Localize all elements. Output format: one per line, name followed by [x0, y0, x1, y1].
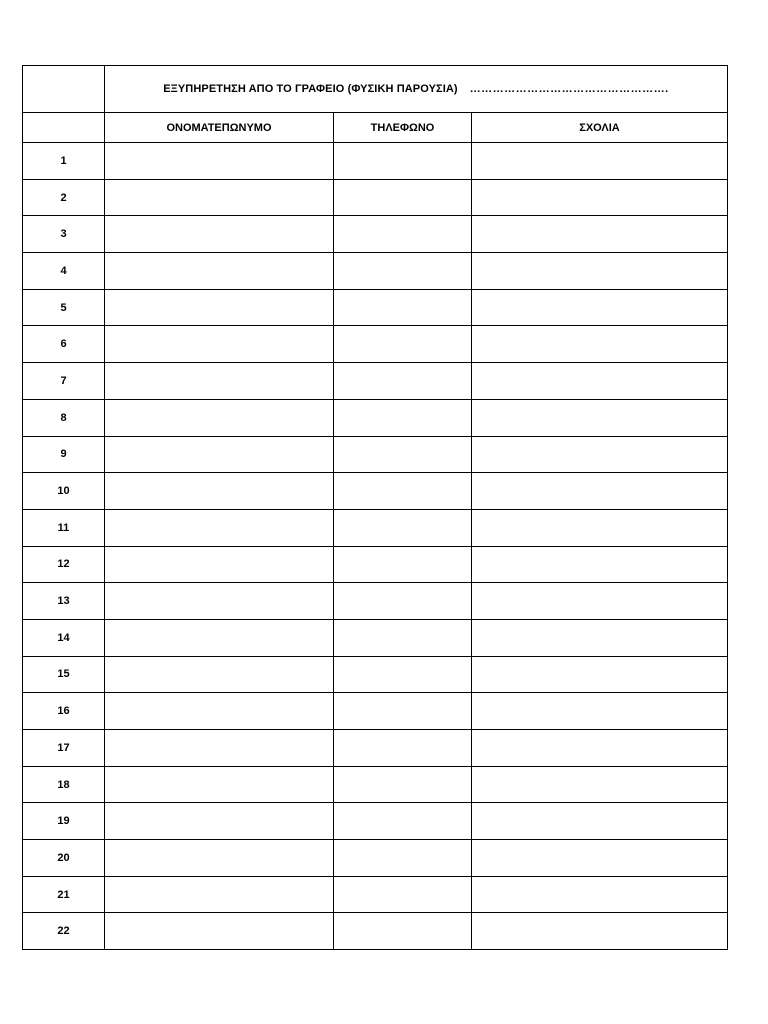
- phone-cell[interactable]: [334, 509, 472, 546]
- notes-cell[interactable]: [472, 436, 728, 473]
- phone-cell[interactable]: [334, 253, 472, 290]
- corner-cell: [23, 66, 105, 113]
- date-placeholder: …………………………………………….: [469, 83, 669, 95]
- row-number: 9: [23, 436, 105, 473]
- notes-cell[interactable]: [472, 583, 728, 620]
- row-number: 21: [23, 876, 105, 913]
- name-cell[interactable]: [105, 546, 334, 583]
- phone-cell[interactable]: [334, 656, 472, 693]
- table-row: [23, 179, 728, 216]
- name-cell[interactable]: [105, 730, 334, 767]
- row-number: 7: [23, 363, 105, 400]
- table-row: [23, 216, 728, 253]
- table-row: [23, 656, 728, 693]
- row-number: 13: [23, 583, 105, 620]
- table-row: [23, 803, 728, 840]
- row-number: 14: [23, 619, 105, 656]
- header-number-cell: [23, 113, 105, 143]
- table-row: [23, 253, 728, 290]
- phone-cell[interactable]: [334, 289, 472, 326]
- header-phone: ΤΗΛΕΦΩΝΟ: [334, 113, 472, 143]
- row-number: 3: [23, 216, 105, 253]
- notes-cell[interactable]: [472, 730, 728, 767]
- row-number: 2: [23, 179, 105, 216]
- table-row: [23, 693, 728, 730]
- table-row: [23, 546, 728, 583]
- name-cell[interactable]: [105, 766, 334, 803]
- table-row: [23, 730, 728, 767]
- table-row: [23, 436, 728, 473]
- row-number: 12: [23, 546, 105, 583]
- row-number: 16: [23, 693, 105, 730]
- notes-cell[interactable]: [472, 289, 728, 326]
- notes-cell[interactable]: [472, 399, 728, 436]
- notes-cell[interactable]: [472, 216, 728, 253]
- phone-cell[interactable]: [334, 179, 472, 216]
- row-number: 15: [23, 656, 105, 693]
- row-number: 19: [23, 803, 105, 840]
- title-cell: [105, 66, 728, 113]
- notes-cell[interactable]: [472, 619, 728, 656]
- phone-cell[interactable]: [334, 363, 472, 400]
- notes-cell[interactable]: [472, 913, 728, 950]
- table-row: [23, 840, 728, 877]
- row-number: 22: [23, 913, 105, 950]
- name-cell[interactable]: [105, 326, 334, 363]
- phone-cell[interactable]: [334, 326, 472, 363]
- phone-cell[interactable]: [334, 143, 472, 180]
- phone-cell[interactable]: [334, 583, 472, 620]
- notes-cell[interactable]: [472, 253, 728, 290]
- name-cell[interactable]: [105, 436, 334, 473]
- row-number: 11: [23, 509, 105, 546]
- attendance-table: [22, 65, 728, 950]
- phone-cell[interactable]: [334, 399, 472, 436]
- row-number: 5: [23, 289, 105, 326]
- row-number: 20: [23, 840, 105, 877]
- notes-cell[interactable]: [472, 546, 728, 583]
- title-row: [23, 66, 728, 113]
- row-number: 6: [23, 326, 105, 363]
- name-cell[interactable]: [105, 363, 334, 400]
- header-row: [23, 113, 728, 143]
- notes-cell[interactable]: [472, 473, 728, 510]
- phone-cell[interactable]: [334, 840, 472, 877]
- name-cell[interactable]: [105, 289, 334, 326]
- phone-cell[interactable]: [334, 803, 472, 840]
- notes-cell[interactable]: [472, 656, 728, 693]
- notes-cell[interactable]: [472, 766, 728, 803]
- table-row: [23, 363, 728, 400]
- notes-cell[interactable]: [472, 363, 728, 400]
- notes-cell[interactable]: [472, 143, 728, 180]
- table-row: [23, 473, 728, 510]
- phone-cell[interactable]: [334, 436, 472, 473]
- form-title: ΕΞΥΠΗΡΕΤΗΣΗ ΑΠΟ ΤΟ ΓΡΑΦΕΙΟ (ΦΥΣΙΚΗ ΠΑΡΟΥΣΙΑ): [163, 83, 458, 95]
- table-row: [23, 143, 728, 180]
- phone-cell[interactable]: [334, 216, 472, 253]
- phone-cell[interactable]: [334, 693, 472, 730]
- name-cell[interactable]: [105, 913, 334, 950]
- row-number: 8: [23, 399, 105, 436]
- row-number: 17: [23, 730, 105, 767]
- notes-cell[interactable]: [472, 876, 728, 913]
- table-row: [23, 583, 728, 620]
- header-notes: ΣΧΟΛΙΑ: [472, 113, 728, 143]
- name-cell[interactable]: [105, 619, 334, 656]
- phone-cell[interactable]: [334, 473, 472, 510]
- name-cell[interactable]: [105, 693, 334, 730]
- table-row: [23, 509, 728, 546]
- row-number: 4: [23, 253, 105, 290]
- phone-cell[interactable]: [334, 546, 472, 583]
- row-number: 18: [23, 766, 105, 803]
- name-cell[interactable]: [105, 876, 334, 913]
- table-row: [23, 326, 728, 363]
- table-row: [23, 766, 728, 803]
- table-row: [23, 289, 728, 326]
- notes-cell[interactable]: [472, 326, 728, 363]
- name-cell[interactable]: [105, 473, 334, 510]
- phone-cell[interactable]: [334, 913, 472, 950]
- phone-cell[interactable]: [334, 730, 472, 767]
- name-cell[interactable]: [105, 143, 334, 180]
- notes-cell[interactable]: [472, 840, 728, 877]
- phone-cell[interactable]: [334, 766, 472, 803]
- phone-cell[interactable]: [334, 619, 472, 656]
- table-row: [23, 399, 728, 436]
- row-number: 10: [23, 473, 105, 510]
- name-cell[interactable]: [105, 179, 334, 216]
- name-cell[interactable]: [105, 216, 334, 253]
- header-name: ΟΝΟΜΑΤΕΠΩΝΥΜΟ: [105, 113, 334, 143]
- table-row: [23, 913, 728, 950]
- name-cell[interactable]: [105, 399, 334, 436]
- attendance-sheet: [22, 65, 727, 950]
- name-cell[interactable]: [105, 253, 334, 290]
- name-cell[interactable]: [105, 803, 334, 840]
- table-row: [23, 876, 728, 913]
- notes-cell[interactable]: [472, 509, 728, 546]
- phone-cell[interactable]: [334, 876, 472, 913]
- name-cell[interactable]: [105, 840, 334, 877]
- row-number: 1: [23, 143, 105, 180]
- table-row: [23, 619, 728, 656]
- notes-cell[interactable]: [472, 803, 728, 840]
- name-cell[interactable]: [105, 509, 334, 546]
- name-cell[interactable]: [105, 656, 334, 693]
- notes-cell[interactable]: [472, 693, 728, 730]
- name-cell[interactable]: [105, 583, 334, 620]
- notes-cell[interactable]: [472, 179, 728, 216]
